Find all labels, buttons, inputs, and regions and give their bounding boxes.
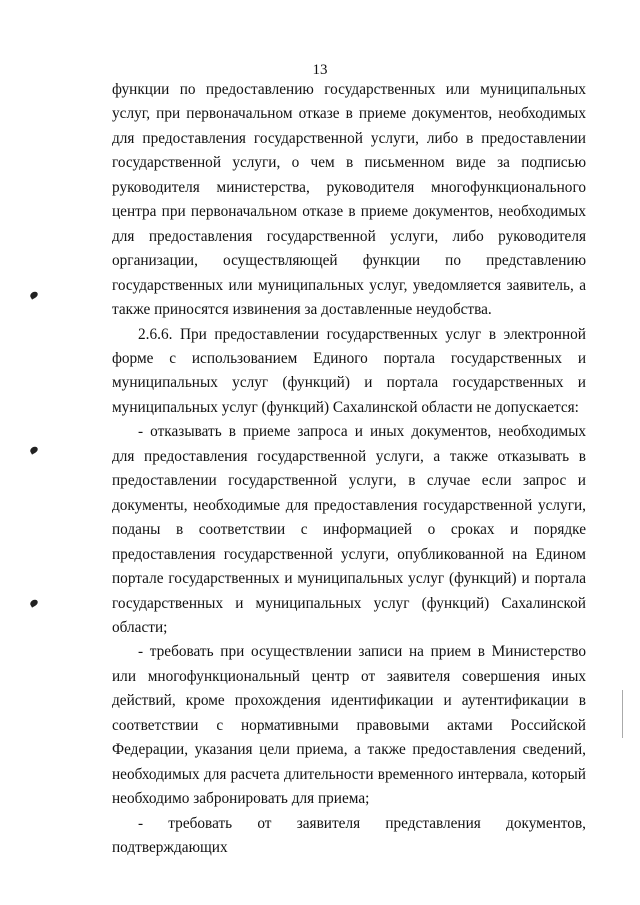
punch-hole-mark <box>29 598 39 607</box>
scan-edge-mark <box>622 690 623 738</box>
paragraph-continuation: функции по предоставлению государственных или муниципальных услуг, при первоначальном отказе в приеме документов, необходимых для предоставления государственной услуги, либо в предоставлении государственной услуги, о чем в письменном виде за подписью руководителя министерства, руководителя многофункционального центра при первоначальном отказе в приеме документов, необходимых для предоставления государственной услуги, либо руководителя организации, осуществляющей функции по представлению государственных или муниципальных услуг, уведомляется заявитель, а также приносятся извинения за доставленные неудобства. <box>112 81 586 319</box>
punch-hole-mark <box>29 290 39 299</box>
list-item-require-actions: - требовать при осуществлении записи на прием в Министерство или многофункциональный центр от заявителя совершения иных действий, кроме прохождения идентификации и аутентификации в соответствии с нормативными правовыми актами Российской Федерации, указания цели приема, а также предоставления сведений, необходимых для расчета длительности временного интервала, который необходимо забронировать для приема; <box>112 643 586 808</box>
paragraph-2-6-6: 2.6.6. При предоставлении государственных услуг в электронной форме с использованием Единого портала государственных и муниципальных услуг (функций) и портала государственных и муниципальных услуг (функций) Сахалинской области не допускается: <box>112 325 586 416</box>
document-body <box>112 78 586 861</box>
list-item-require-documents: - требовать от заявителя представления документов, подтверждающих <box>112 814 586 857</box>
punch-hole-mark <box>29 445 39 454</box>
page-number: 13 <box>312 62 328 78</box>
list-item-refuse: - отказывать в приеме запроса и иных документов, необходимых для предоставления государственной услуги, а также отказывать в предоставлении государственной услуги, в случае если запрос и документы, необходимые для предоставления государственной услуги, поданы в соответствии с информацией о сроках и порядке предоставления государственной услуги, опубликованной на Едином портале государственных и муниципальных услуг (функций) и портала государственных и муниципальных услуг (функций) Сахалинской области; <box>112 423 586 636</box>
